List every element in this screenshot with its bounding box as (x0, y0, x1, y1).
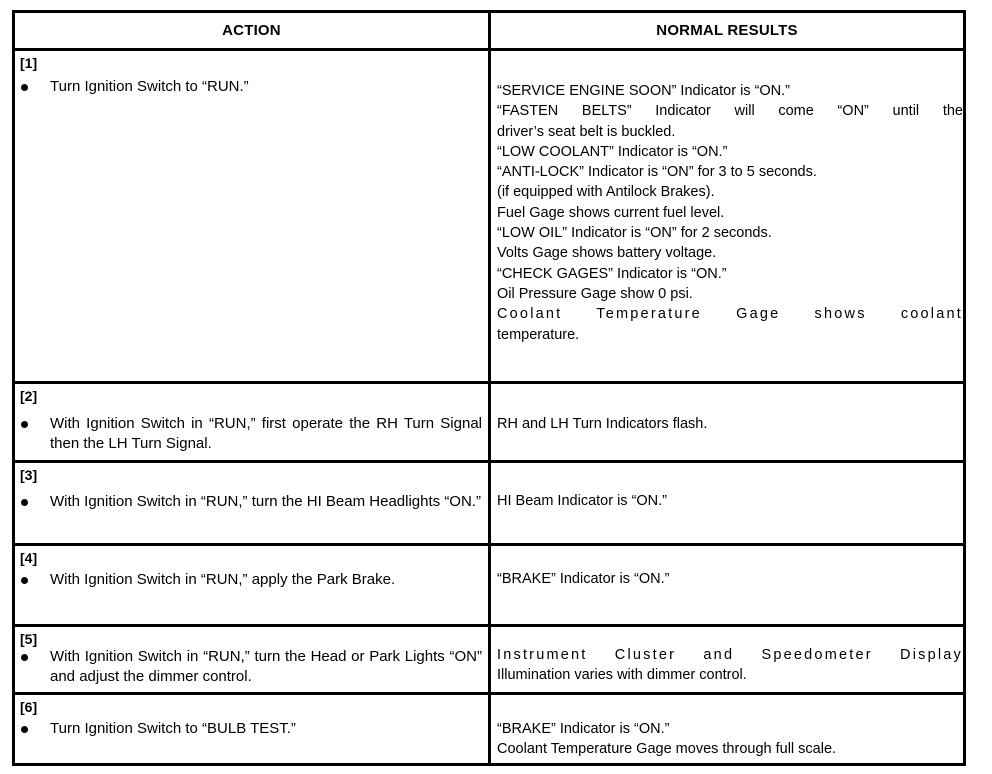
result-text (497, 81, 963, 345)
result-line: “CHECK GAGES” Indicator is “ON.” (497, 265, 727, 282)
step-number: [5] (20, 631, 38, 647)
step-number: [6] (20, 699, 38, 715)
bullet-icon (21, 654, 28, 661)
result-line: “LOW COOLANT” Indicator is “ON.” (497, 143, 728, 160)
bullet-icon (21, 499, 28, 506)
result-line: driver’s seat belt is buckled. (497, 123, 676, 140)
result-line: “FASTEN BELTS” Indicator will come “ON” until the (497, 103, 963, 120)
table-row-5 (15, 627, 963, 692)
table-row-4 (15, 546, 963, 624)
table-row-6 (15, 695, 963, 763)
result-text (497, 491, 963, 511)
action-text: With Ignition Switch in “RUN,” turn the HI Beam Headlights “ON.” (50, 493, 481, 510)
action-text: With Ignition Switch in “RUN,” turn the Head or Park Lights “ON” and adjust the dimmer control. (50, 648, 482, 685)
table-row-3 (15, 463, 963, 543)
result-line: “ANTI-LOCK” Indicator is “ON” for 3 to 5 seconds. (497, 164, 817, 181)
table-row-1 (15, 51, 963, 381)
result-line: (if equipped with Antilock Brakes). (497, 184, 715, 201)
result-line: Volts Gage shows battery voltage. (497, 245, 717, 262)
result-line: “LOW OIL” Indicator is “ON” for 2 seconds. (497, 225, 772, 242)
result-text (497, 569, 963, 589)
result-line: temperature. (497, 326, 580, 343)
step-number: [2] (20, 388, 38, 404)
table-row-2 (15, 384, 963, 460)
header-normal-results: NORMAL RESULTS (656, 22, 798, 39)
result-line: Illumination varies with dimmer control. (497, 667, 747, 684)
action-text: Turn Ignition Switch to “BULB TEST.” (50, 720, 296, 737)
result-line: “SERVICE ENGINE SOON” Indicator is “ON.” (497, 83, 791, 99)
step-number: [3] (20, 467, 38, 483)
diagnostic-table (12, 10, 966, 766)
step-number: [1] (20, 55, 38, 71)
result-line: Coolant Temperature Gage shows coolant (497, 306, 963, 323)
result-line: “BRAKE” Indicator is “ON.” (497, 721, 670, 737)
result-line: Coolant Temperature Gage moves through full scale. (497, 741, 837, 758)
result-line: “BRAKE” Indicator is “ON.” (497, 571, 670, 587)
result-text (497, 645, 963, 686)
result-line: RH and LH Turn Indicators flash. (497, 416, 708, 432)
result-line: Instrument Cluster and Speedometer Display (497, 647, 963, 663)
action-text: With Ignition Switch in “RUN,” first operate the RH Turn Signal then the LH Turn Signal. (50, 415, 482, 452)
step-number: [4] (20, 550, 38, 566)
result-line: Fuel Gage shows current fuel level. (497, 204, 725, 221)
action-text: Turn Ignition Switch to “RUN.” (50, 78, 249, 95)
bullet-icon (21, 84, 28, 91)
result-text (497, 719, 963, 760)
bullet-icon (21, 726, 28, 733)
result-text (497, 414, 963, 434)
result-line: Oil Pressure Gage show 0 psi. (497, 285, 693, 302)
bullet-icon (21, 421, 28, 428)
header-action: ACTION (222, 22, 281, 39)
action-text: With Ignition Switch in “RUN,” apply the Park Brake. (50, 571, 396, 588)
bullet-icon (21, 577, 28, 584)
result-line: HI Beam Indicator is “ON.” (497, 493, 668, 509)
